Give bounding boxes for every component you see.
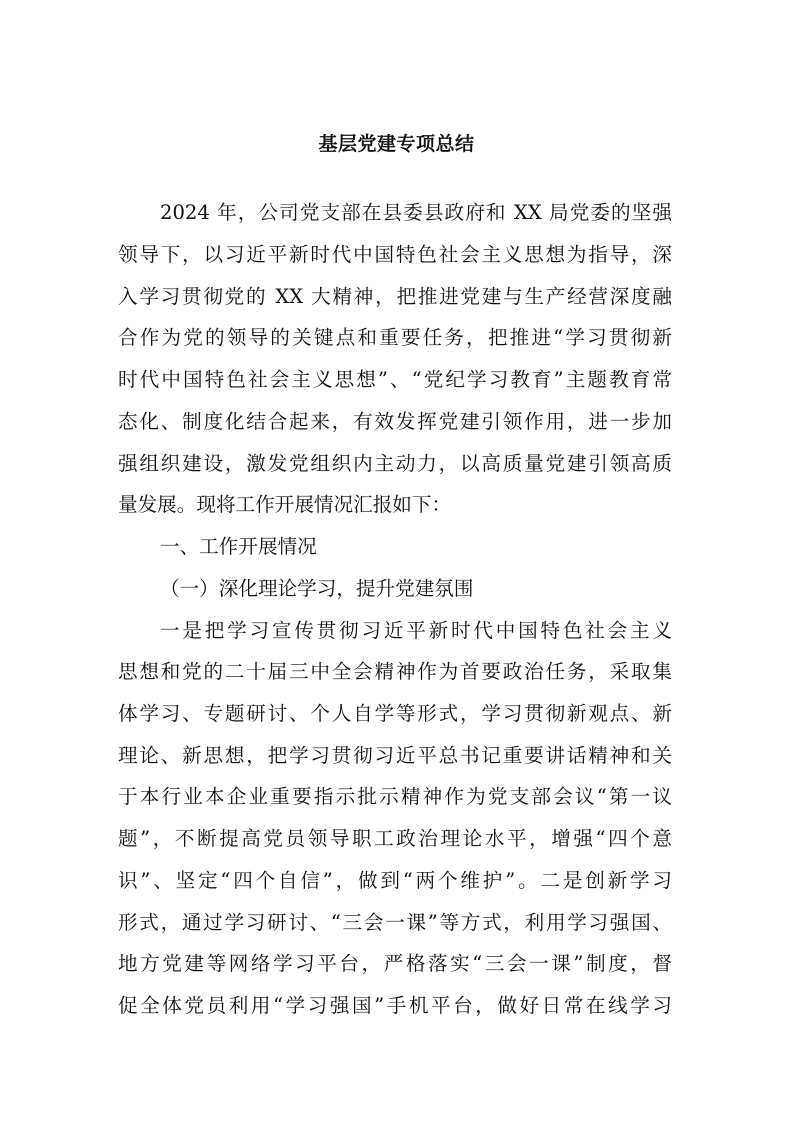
paragraph-line: 理论、新思想，把学习贯彻习近平总书记重要讲话精神和关 — [118, 744, 672, 767]
paragraph-line: 时代中国特色社会主义思想”、“党纪学习教育”主题教育常 — [118, 368, 672, 391]
subsection-heading: （一）深化理论学习，提升党建氛围 — [160, 577, 474, 600]
paragraph-line: 一是把学习宣传贯彻习近平新时代中国特色社会主义 — [160, 619, 672, 642]
section-heading: 一、工作开展情况 — [160, 535, 317, 558]
paragraph-line: 强组织建设，激发党组织内主动力，以高质量党建引领高质 — [118, 452, 672, 475]
paragraph-line: 入学习贯彻党的 XX 大精神，把推进党建与生产经营深度融 — [118, 285, 672, 308]
paragraph-line: 体学习、专题研讨、个人自学等形式，学习贯彻新观点、新 — [118, 702, 672, 725]
paragraph-line: 地方党建等网络学习平台，严格落实“三会一课”制度，督 — [118, 952, 672, 975]
paragraph-line: 促全体党员利用“学习强国”手机平台，做好日常在线学习 — [118, 994, 672, 1017]
paragraph-line: 合作为党的领导的关键点和重要任务，把推进“学习贯彻新 — [118, 326, 672, 349]
paragraph-line: 领导下，以习近平新时代中国特色社会主义思想为指导，深 — [118, 243, 672, 266]
paragraph-line: 态化、制度化结合起来，有效发挥党建引领作用，进一步加 — [118, 410, 672, 433]
paragraph-line: 题”，不断提高党员领导职工政治理论水平，增强“四个意 — [118, 827, 672, 850]
paragraph-line: 识”、坚定“四个自信”，做到“两个维护”。二是创新学习 — [118, 869, 672, 892]
document-title: 基层党建专项总结 — [318, 133, 475, 155]
paragraph-line: 思想和党的二十届三中全会精神作为首要政治任务，采取集 — [118, 660, 672, 683]
paragraph-line: 量发展。现将工作开展情况汇报如下： — [118, 493, 452, 516]
paragraph-line: 2024 年，公司党支部在县委县政府和 XX 局党委的坚强 — [160, 201, 672, 224]
paragraph-line: 于本行业本企业重要指示批示精神作为党支部会议“第一议 — [118, 785, 672, 808]
paragraph-line: 形式，通过学习研讨、“三会一课”等方式，利用学习强国、 — [118, 911, 672, 934]
